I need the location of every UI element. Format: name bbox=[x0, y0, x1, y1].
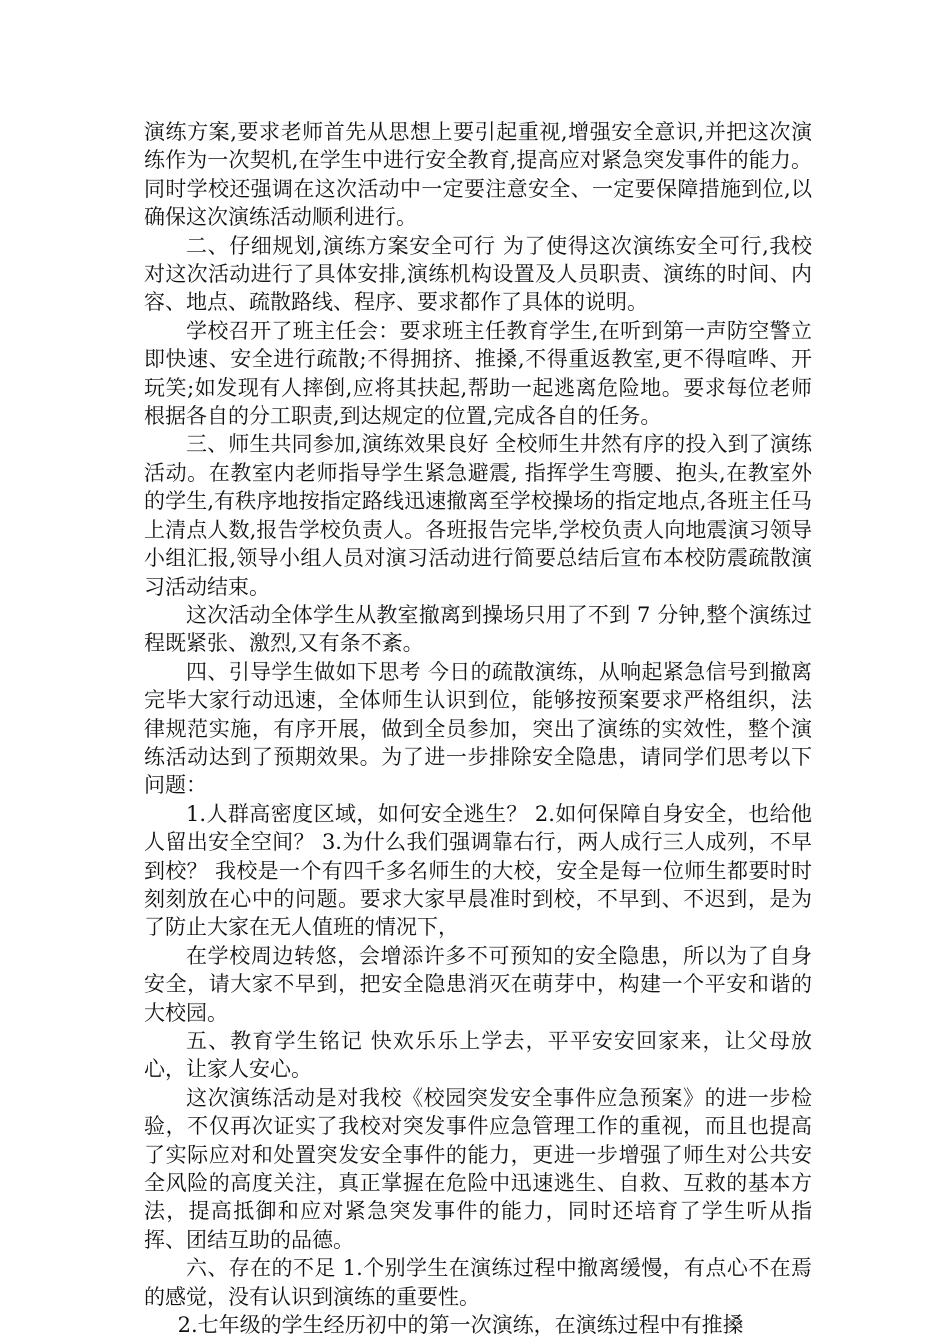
paragraph-6: 四、引导学生做如下思考 今日的疏散演练，从响起紧急信号到撤离完毕大家行动迅速，全体师生认识到位，能够按预案要求严格组织，法律规范实施，有序开展，做到全员参加，突出了演练的实效性，整个演练活动达到了预期效果。为了进一步排除安全隐患，请同学们思考以下问题： bbox=[144, 659, 812, 798]
paragraph-7: 1.人群高密度区域，如何安全逃生？ 2.如何保障自身安全，也给他人留出安全空间？ 3.为什么我们强调靠右行，两人成行三人成列，不早到校？ 我校是一个有四千多名师生的大校，安全是每一位师生都要时时刻刻放在心中的问题。要求大家早晨准时到校，不早到、不迟到，是为了防止大家在无人值班的情况下， bbox=[144, 801, 812, 940]
paragraph-12: 2.七年级的学生经历初中的第一次演练，在演练过程中有推搡 bbox=[177, 1313, 744, 1338]
paragraph-10: 这次演练活动是对我校《校园突发安全事件应急预案》的进一步检验，不仅再次证实了我校对突发事件应急管理工作的重视，而且也提高了实际应对和处置突发安全事件的能力，更进一步增强了师生对公共安全风险的高度关注，真正掌握在危险中迅速逃生、自救、互救的基本方法，提高抵御和应对紧急突发事件的能力，同时还培育了学生听从指挥、团结互助的品德。 bbox=[144, 1085, 812, 1252]
paragraph-11: 六、存在的不足 1.个别学生在演练过程中撤离缓慢，有点心不在焉的感觉，没有认识到演练的重要性。 bbox=[144, 1256, 812, 1309]
paragraph-4: 三、师生共同参加,演练效果良好 全校师生井然有序的投入到了演练活动。在教室内老师指导学生紧急避震, 指挥学生弯腰、抱头,在教室外的学生,有秩序地按指定路线迅速撤离至学校操场的指定地点,各班主任马上清点人数,报告学校负责人。各班报告完毕,学校负责人向地震演习领导小组汇报,领导小组人员对演习活动进行简要总结后宣布本校防震疏散演习活动结束。 bbox=[144, 432, 812, 599]
paragraph-5: 这次活动全体学生从教室撤离到操场只用了不到 7 分钟,整个演练过程既紧张、激烈,又有条不紊。 bbox=[144, 602, 812, 656]
paragraph-2: 二、仔细规划,演练方案安全可行 为了使得这次演练安全可行,我校对这次活动进行了具体安排,演练机构设置及人员职责、演练的时间、内容、地点、疏散路线、程序、要求都作了具体的说明。 bbox=[144, 233, 812, 315]
paragraph-9: 五、教育学生铭记 快欢乐乐上学去，平平安安回家来，让父母放心，让家人安心。 bbox=[144, 1029, 812, 1082]
paragraph-8: 在学校周边转悠，会增添许多不可预知的安全隐患，所以为了自身安全，请大家不早到，把安全隐患消灭在萌芽中，构建一个平安和谐的大校园。 bbox=[144, 943, 812, 1025]
paragraph-3: 学校召开了班主任会：要求班主任教育学生,在听到第一声防空警立即快速、安全进行疏散;不得拥挤、推搡,不得重返教室,更不得喧哗、开玩笑;如发现有人摔倒,应将其扶起,帮助一起逃离危险地。要求每位老师根据各自的分工职责,到达规定的位置,完成各自的任务。 bbox=[144, 318, 812, 429]
paragraph-1: 演练方案,要求老师首先从思想上要引起重视,增强安全意识,并把这次演练作为一次契机,在学生中进行安全教育,提高应对紧急突发事件的能力。同时学校还强调在这次活动中一定要注意安全、一定要保障措施到位,以确保这次演练活动顺利进行。 bbox=[144, 120, 812, 230]
document-body bbox=[144, 118, 812, 1339]
